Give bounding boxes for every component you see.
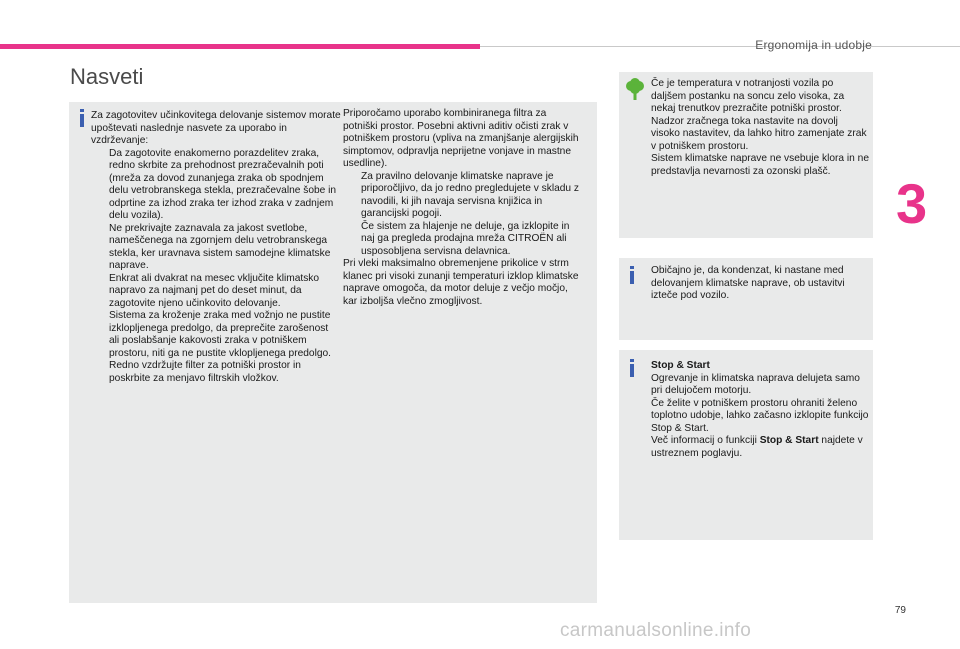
- list-item: Enkrat ali dvakrat na mesec vključite klimatsko napravo za najmanj pet do deset minut, da zagotovite njeno učinkovito delovanje.: [109, 272, 320, 309]
- advice-intro: Za zagotovitev učinkovitega delovanje sistemov morate upoštevati naslednje nasvete za uporabo in vzdrževanje:: [91, 110, 341, 146]
- info-icon: [628, 266, 637, 284]
- filter-paragraph: Priporočamo uporabo kombiniranega filtra za potniški prostor. Posebni aktivni aditiv očisti zrak v potniškem prostoru (vpliva na zmanjšanje alergijskih simptomov, odpravlja neprijetne vonjave in mastne usedline).: [343, 108, 579, 169]
- eco-tree-icon: [625, 78, 645, 100]
- info-icon: [78, 109, 87, 127]
- towing-paragraph: Pri vleki maksimalno obremenjene prikolice v strm klanec pri visoki zunanji temperaturi izklop klimatske naprave omogoča, da motor deluje z večjo močjo, kar izboljša vlečno zmogljivost.: [343, 258, 579, 307]
- eco-note-text: Če je temperatura v notranjosti vozila po daljšem postanku na soncu zelo visoka, za nekaj trenutkov prezračite potniški prostor. Nadzor zračnega toka nastavite na dovolj visoko nastavitev, da lahko hitro zamenjate zrak v potniškem prostoru. Sistem klimatske naprave ne vsebuje klora in ne predstavlja nevarnosti za ozonski plašč.: [651, 78, 870, 177]
- advice-column-1: [91, 110, 341, 385]
- info-icon: [628, 359, 637, 377]
- list-item: Za pravilno delovanje klimatske naprave je priporočljivo, da jo redno pregledujete v skladu z navodili, ki jih navaja servisna knjižica in garancijski pogoji.: [361, 170, 580, 219]
- page-title: Nasveti: [70, 64, 144, 89]
- advice-column-2: [343, 108, 583, 308]
- list-item: Če sistem za hlajenje ne deluje, ga izklopite in naj ga pregleda prodajna mreža CITROËN ali usposobljena servisna delavnica.: [361, 220, 570, 257]
- list-item: Ne prekrivajte zaznavala za jakost svetlobe, nameščenega na zgornjem delu vetrobranskega stekla, ker uravnava sistem samodejne klimatske naprave.: [109, 222, 331, 271]
- watermark: carmanualsonline.info: [560, 620, 752, 641]
- list-item: Da zagotovite enakomerno porazdelitev zraka, redno skrbite za prehodnost prezračevalnih poti (mreža za dovod zunanjega zraka ob spodnjem delu vetrobranskega stekla, prezračevalne šobe in odprtine za izhod zraka ter izhod zraka v zadnjem delu vozila).: [109, 147, 337, 221]
- note-title: Stop & Start: [651, 360, 710, 371]
- page-number: 79: [894, 605, 906, 616]
- chapter-number: 3: [896, 172, 928, 235]
- header-rule: [480, 46, 960, 47]
- stopstart-note-text: Stop & Start Ogrevanje in klimatska naprava delujeta samo pri delujočem motorju. Če želite v potniškem prostoru ohraniti želeno toplotno udobje, lahko začasno izklopite funkcijo Stop & Start. Več informacij o funkciji Stop & Start najdete v ustreznem poglavju.: [651, 360, 869, 459]
- list-item: Redno vzdržujte filter za potniški prostor in poskrbite za menjavo filtrskih vložkov.: [109, 360, 301, 384]
- header-accent-bar: [0, 44, 480, 49]
- condensate-note-text: Običajno je, da kondenzat, ki nastane med delovanjem klimatske naprave, ob ustavitvi izteče pod vozilo.: [651, 265, 845, 301]
- section-title: Ergonomija in udobje: [755, 38, 872, 52]
- list-item: Sistema za kroženje zraka med vožnjo ne pustite izklopljenega predolgo, da preprečite zarošenost ali poslabšanje kakovosti zraka v potniškem prostoru, niti ga ne pustite vklopljenega predolgo.: [109, 310, 332, 359]
